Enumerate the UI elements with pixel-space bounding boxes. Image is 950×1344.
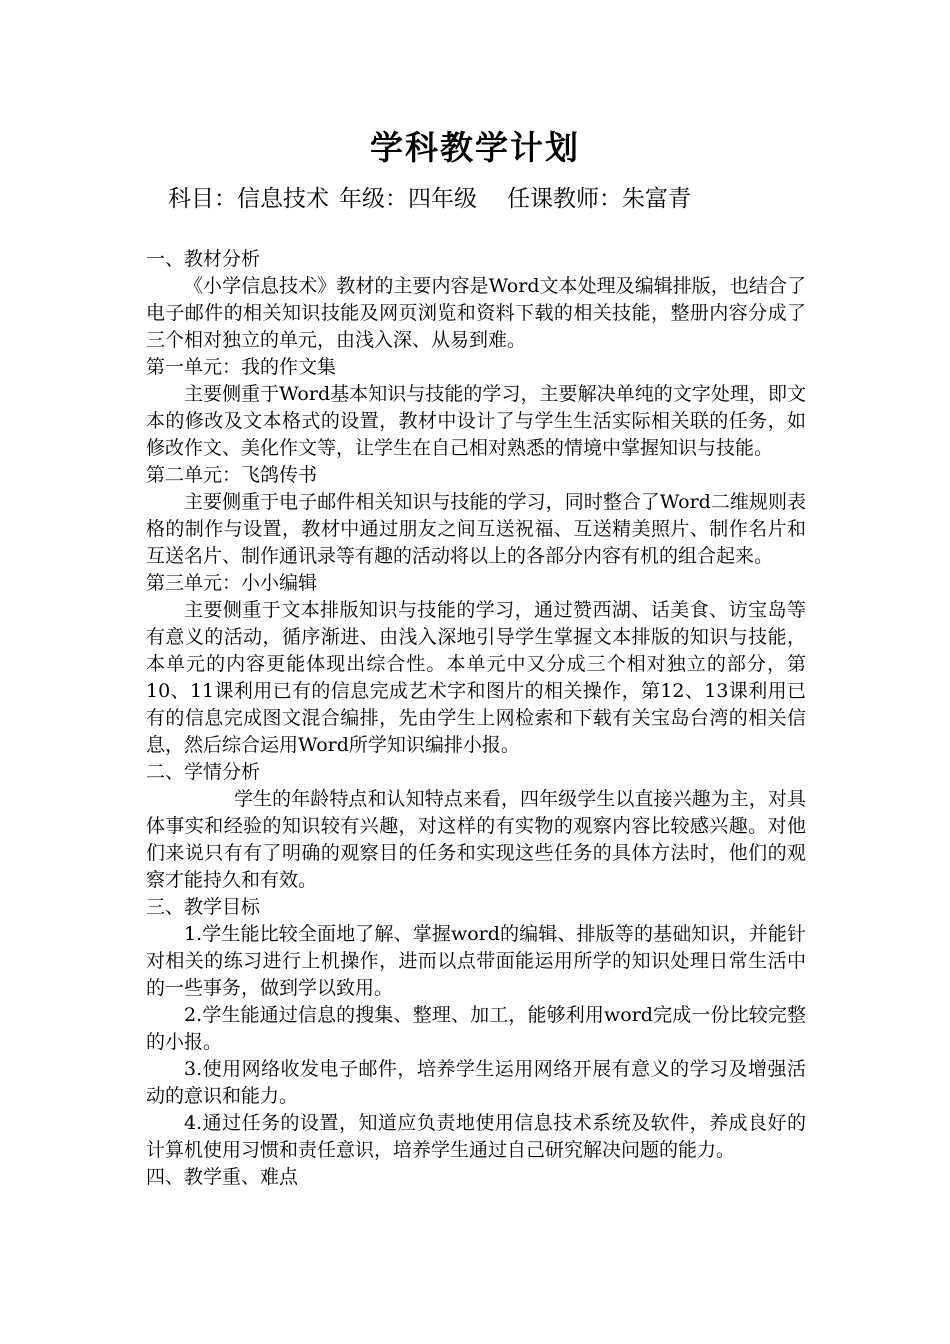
grade-label: 年级：四年级 — [339, 186, 477, 212]
section-heading-key-points: 四、教学重、难点 — [146, 1166, 299, 1188]
paragraph-goal-2: 2.学生能通过信息的搜集、整理、加工，能够利用word完成一份比较完整的小报。 — [146, 1004, 806, 1053]
section-heading-student-analysis: 二、学情分析 — [146, 761, 261, 783]
unit-heading-3: 第三单元：小小编辑 — [146, 572, 318, 594]
document-body — [146, 246, 806, 1191]
paragraph-goal-4: 4.通过任务的设置，知道应负责地使用信息技术系统及软件，养成良好的计算机使用习惯和责任意识，培养学生通过自己研究解决问题的能力。 — [146, 1112, 806, 1161]
page-title: 学科教学计划 — [370, 128, 580, 167]
paragraph-unit-1: 主要侧重于Word基本知识与技能的学习，主要解决单纯的文字处理，即文本的修改及文本格式的设置，教材中设计了与学生生活实际相关联的任务，如修改作文、美化作文等，让学生在自己相对熟悉的情境中掌握知识与技能。 — [146, 383, 806, 459]
section-heading-textbook-analysis: 一、教材分析 — [146, 248, 261, 270]
paragraph-textbook-intro: 《小学信息技术》教材的主要内容是Word文本处理及编辑排版，也结合了电子邮件的相关知识技能及网页浏览和资料下载的相关技能，整册内容分成了三个相对独立的单元，由浅入深、从易到难。 — [146, 275, 806, 351]
paragraph-unit-2: 主要侧重于电子邮件相关知识与技能的学习，同时整合了Word二维规则表格的制作与设置，教材中通过朋友之间互送祝福、互送精美照片、制作名片和互送名片、制作通讯录等有趣的活动将以上的各部分内容有机的组合起来。 — [146, 491, 806, 567]
course-info — [168, 180, 868, 218]
unit-heading-1: 第一单元：我的作文集 — [146, 356, 337, 378]
unit-heading-2: 第二单元：飞鸽传书 — [146, 464, 318, 486]
paragraph-unit-3: 主要侧重于文本排版知识与技能的学习，通过赞西湖、话美食、访宝岛等有意义的活动，循序渐进、由浅入深地引导学生掌握文本排版的知识与技能，本单元的内容更能体现出综合性。本单元中又分成三个相对独立的部分，第10、11课利用已有的信息完成艺术字和图片的相关操作，第12、13课利用已有的信息完成图文混合编排，先由学生上网检索和下载有关宝岛台湾的相关信息，然后综合运用Word所学知识编排小报。 — [146, 599, 806, 756]
subject-label: 科目：信息技术 — [168, 186, 329, 212]
paragraph-student-analysis: 学生的年龄特点和认知特点来看，四年级学生以直接兴趣为主，对具体事实和经验的知识较有兴趣，对这样的有实物的观察内容比较感兴趣。对他们来说只有有了明确的观察目的任务和实现这些任务的具体方法时，他们的观察才能持久和有效。 — [146, 788, 806, 891]
paragraph-goal-1: 1.学生能比较全面地了解、掌握word的编辑、排版等的基础知识，并能针对相关的练习进行上机操作，进而以点带面能运用所学的知识处理日常生活中的一些事务，做到学以致用。 — [146, 923, 806, 999]
section-heading-teaching-goals: 三、教学目标 — [146, 896, 261, 918]
teacher-label: 任课教师：朱富青 — [507, 186, 691, 212]
paragraph-goal-3: 3.使用网络收发电子邮件，培养学生运用网络开展有意义的学习及增强活动的意识和能力。 — [146, 1058, 806, 1107]
